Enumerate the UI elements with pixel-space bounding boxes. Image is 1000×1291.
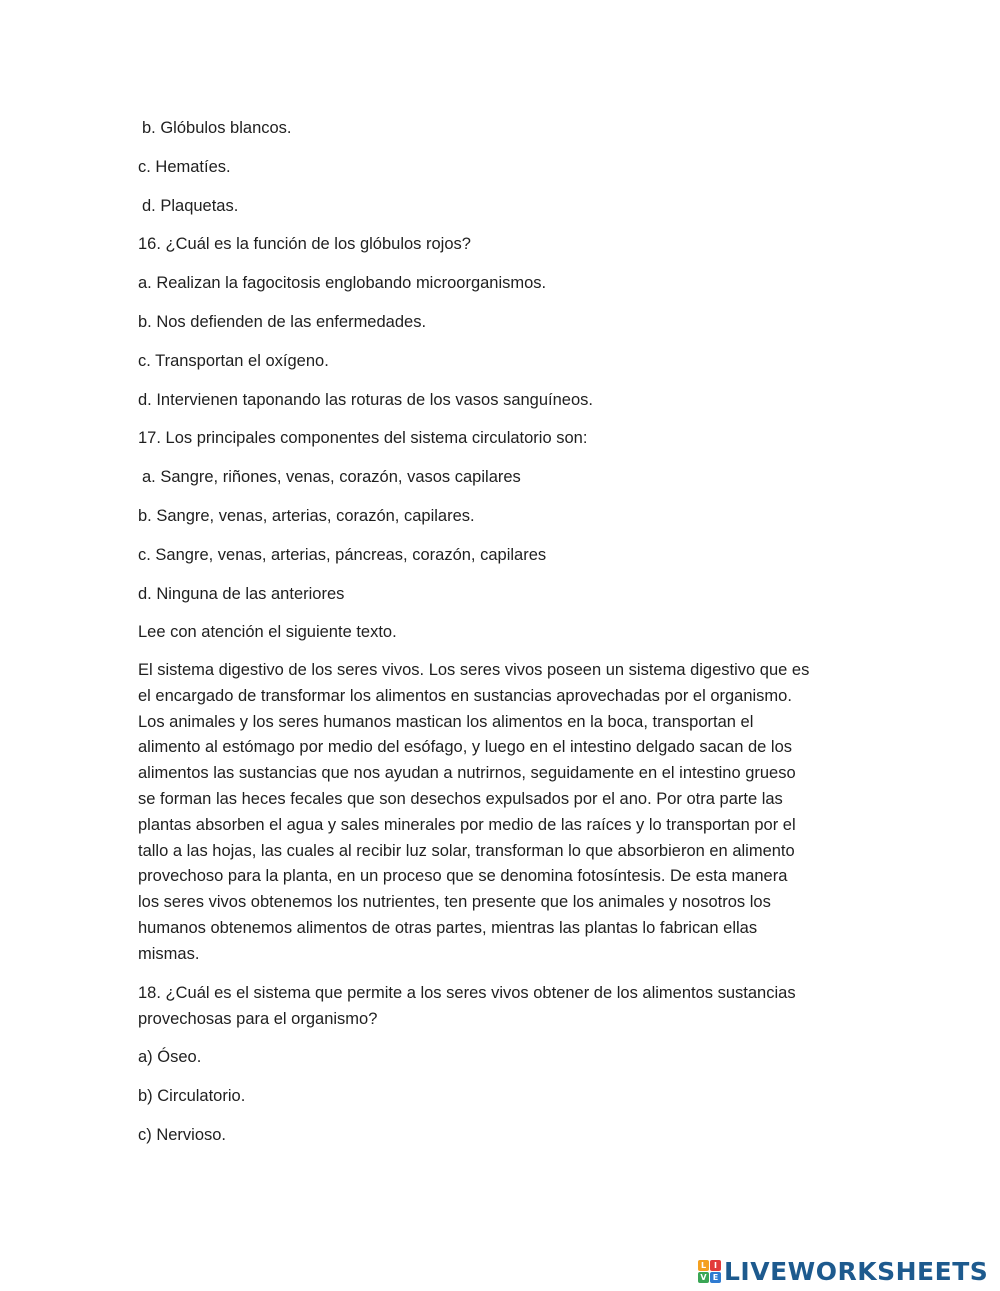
passage-line: provechoso para la planta, en un proceso que se denomina fotosíntesis. De esta manera: [138, 867, 788, 886]
q17-option-b: b. Sangre, venas, arterias, corazón, capilares.: [138, 507, 475, 525]
q16-option-d: d. Intervienen taponando las roturas de los vasos sanguíneos.: [138, 391, 593, 409]
q16-option-b: b. Nos defienden de las enfermedades.: [138, 313, 427, 331]
liveworksheets-logo: [698, 1257, 988, 1285]
logo-mark-l: L: [698, 1260, 709, 1271]
q18-option-c: c) Nervioso.: [138, 1126, 227, 1144]
logo-mark-i: I: [710, 1260, 721, 1271]
question-17: 17. Los principales componentes del sistema circulatorio son:: [138, 429, 588, 447]
reading-passage: [138, 658, 868, 968]
passage-line: los seres vivos obtenemos los nutrientes, ten presente que los animales y nosotros los: [138, 893, 771, 912]
q18-option-a: a) Óseo.: [138, 1048, 202, 1066]
passage-line: plantas absorben el agua y sales minerales por medio de las raíces y lo transportan por el: [138, 815, 796, 834]
q18-option-b: b) Circulatorio.: [138, 1087, 246, 1105]
q16-option-a: a. Realizan la fagocitosis englobando microorganismos.: [138, 274, 547, 292]
q17-option-c: c. Sangre, venas, arterias, páncreas, corazón, capilares: [138, 546, 547, 564]
passage-line: tallo a las hojas, las cuales al recibir luz solar, transforman lo que absorbieron en alimento: [138, 841, 795, 860]
option-d-plaquetas: d. Plaquetas.: [142, 197, 239, 215]
logo-mark-icon: [698, 1260, 721, 1283]
question-18: [138, 981, 868, 1033]
question-18-line: provechosas para el organismo?: [138, 1009, 378, 1028]
question-18-line: 18. ¿Cuál es el sistema que permite a los seres vivos obtener de los alimentos sustancias: [138, 984, 796, 1002]
option-b-globulos-blancos: b. Glóbulos blancos.: [142, 119, 292, 137]
logo-text: LIVEWORKSHEETS: [724, 1256, 989, 1286]
q17-option-a: a. Sangre, riñones, venas, corazón, vasos capilares: [142, 468, 521, 486]
logo-mark-e: E: [710, 1272, 721, 1283]
q16-option-c: c. Transportan el oxígeno.: [138, 352, 329, 370]
question-16: 16. ¿Cuál es la función de los glóbulos rojos?: [138, 235, 471, 253]
logo-mark-v: V: [698, 1272, 709, 1283]
passage-line: Los animales y los seres humanos mastican los alimentos en la boca, transportan el: [138, 712, 754, 731]
reading-instruction: Lee con atención el siguiente texto.: [138, 623, 397, 641]
passage-line: se forman las heces fecales que son desechos expulsados por el ano. Por otra parte las: [138, 789, 783, 808]
option-c-hematies: c. Hematíes.: [138, 158, 231, 176]
passage-line: humanos obtenemos alimentos de otras partes, mientras las plantas lo fabrican ellas: [138, 918, 758, 937]
passage-line: alimento al estómago por medio del esófago, y luego en el intestino delgado sacan de los: [138, 738, 793, 757]
passage-line: El sistema digestivo de los seres vivos. Los seres vivos poseen un sistema digestivo que es: [138, 661, 810, 679]
passage-line: el encargado de transformar los alimentos en sustancias aprovechadas por el organismo.: [138, 686, 792, 705]
q17-option-d: d. Ninguna de las anteriores: [138, 585, 345, 603]
passage-line: alimentos las sustancias que nos ayudan a nutrirnos, seguidamente en el intestino grueso: [138, 764, 796, 783]
passage-line: mismas.: [138, 944, 200, 963]
